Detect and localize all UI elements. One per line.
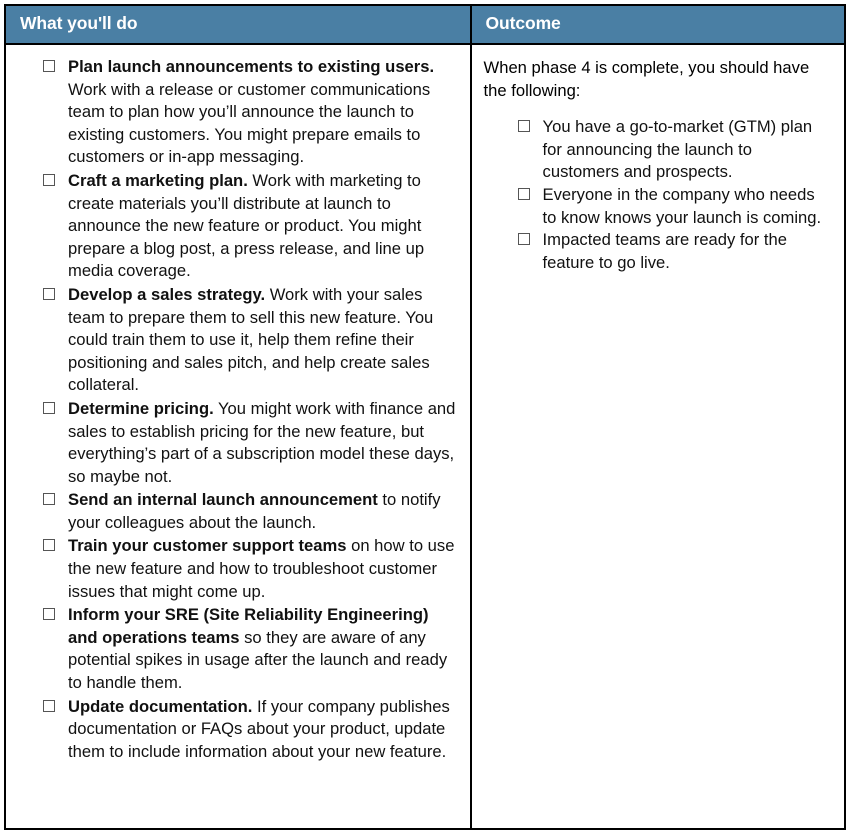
table-body [6, 44, 844, 828]
outcome-text: Impacted teams are ready for the feature to go live. [542, 230, 787, 272]
list-item[interactable] [43, 535, 456, 603]
task-lead: Send an internal launch announcement [68, 490, 378, 510]
unchecked-checkbox-icon[interactable] [43, 539, 55, 551]
task-rest: to notify your colleagues about the launch. [68, 490, 441, 532]
unchecked-checkbox-icon[interactable] [43, 60, 55, 72]
task-lead: Inform your SRE (Site Reliability Engineering) and operations teams [68, 605, 429, 647]
outcome-text: Everyone in the company who needs to know knows your launch is coming. [542, 184, 822, 227]
task-rest: so they are aware of any potential spikes in usage after the launch and ready to handle them. [68, 627, 448, 693]
task-rest: Work with marketing to create materials you’ll distribute at launch to announce the new feature or product. You might prepare a blog post, a press release, and line up media coverage. [68, 170, 425, 281]
task-rest: on how to use the new feature and how to troubleshoot customer issues that might come up. [68, 536, 455, 601]
list-item[interactable] [518, 184, 828, 229]
outcome-intro-text: When phase 4 is complete, you should have the following: [483, 58, 810, 100]
list-item[interactable] [43, 398, 456, 488]
list-item[interactable] [43, 284, 456, 397]
unchecked-checkbox-icon[interactable] [43, 608, 55, 620]
task-rest: Work with a release or customer communications team to plan how you’ll announce the launch to existing customers. You might prepare emails to customers or in-app messaging. [68, 79, 431, 167]
list-item[interactable] [518, 116, 828, 184]
list-item[interactable] [518, 229, 828, 274]
column-header-what-youll-do: What you'll do [6, 6, 471, 44]
unchecked-checkbox-icon[interactable] [43, 402, 55, 414]
outcome-text: You have a go-to-market (GTM) plan for announcing the launch to customers and prospects. [542, 117, 813, 182]
outcome-checklist [484, 116, 828, 274]
list-item[interactable] [43, 170, 456, 283]
cell-outcome [471, 44, 844, 828]
task-lead: Develop a sales strategy. [68, 284, 266, 304]
unchecked-checkbox-icon[interactable] [43, 288, 55, 300]
unchecked-checkbox-icon[interactable] [518, 188, 530, 200]
task-rest: You might work with finance and sales to establish pricing for the new feature, but everything’s part of a subscription model these days, so maybe not. [68, 398, 456, 486]
tasks-container [6, 45, 470, 774]
column-header-outcome: Outcome [471, 6, 844, 44]
unchecked-checkbox-icon[interactable] [43, 174, 55, 186]
task-lead: Train your customer support teams [68, 536, 347, 556]
task-lead: Plan launch announcements to existing users. [68, 57, 435, 76]
task-lead: Update documentation. [68, 696, 253, 716]
checklist-table [6, 6, 844, 828]
list-item[interactable] [43, 489, 456, 534]
list-item[interactable] [43, 696, 456, 764]
unchecked-checkbox-icon[interactable] [518, 233, 530, 245]
list-item[interactable] [43, 604, 456, 694]
task-rest: Work with your sales team to prepare them to sell this new feature. You could train them to use it, help them refine their positioning and sales pitch, and help create sales collateral. [68, 284, 434, 395]
unchecked-checkbox-icon[interactable] [43, 700, 55, 712]
task-lead: Determine pricing. [68, 398, 214, 418]
table-header-row [6, 6, 844, 44]
task-rest: If your company publishes documentation or FAQs about your product, update them to include information about your new feature. [68, 696, 450, 761]
unchecked-checkbox-icon[interactable] [43, 493, 55, 505]
phase-checklist-table [4, 4, 846, 830]
list-item[interactable] [43, 56, 456, 169]
outcome-container [472, 45, 844, 284]
task-lead: Craft a marketing plan. [68, 170, 248, 190]
table-row [6, 44, 844, 828]
task-checklist [43, 56, 456, 763]
cell-what-youll-do [6, 44, 471, 828]
unchecked-checkbox-icon[interactable] [518, 120, 530, 132]
